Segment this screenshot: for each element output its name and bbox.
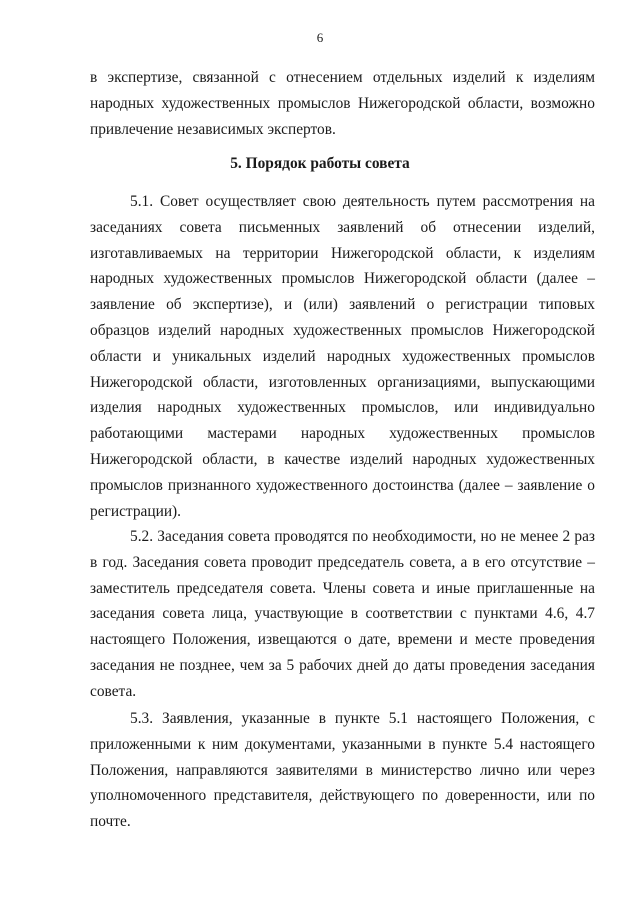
section-heading: 5. Порядок работы совета xyxy=(230,155,410,172)
paragraph-continuation xyxy=(90,65,595,142)
paragraph-5-3 xyxy=(90,706,595,835)
paragraph-5-1 xyxy=(90,189,595,524)
paragraph-text: 5.2. Заседания совета проводятся по необходимости, но не менее 2 раз в год. Заседания совета проводит председатель совета, а в его отсутствие – заместитель председателя совета. Члены совета и иные приглашенные на заседания совета лица, участвующие в соответствии с пунктами 4.6, 4.7 настоящего Положения, извещаются о дате, времени и месте проведения заседания не позднее, чем за 5 рабочих дней до даты проведения заседания совета. xyxy=(90,528,595,700)
paragraph-text: в экспертизе, связанной с отнесением отдельных изделий к изделиям народных художественных промыслов Нижегородской области, возможно привлечение независимых экспертов. xyxy=(90,69,595,138)
paragraph-text: 5.3. Заявления, указанные в пункте 5.1 настоящего Положения, с приложенными к ним документами, указанными в пункте 5.4 настоящего Положения, направляются заявителями в министерство лично или через уполномоченного представителя, действующего по доверенности, или по почте. xyxy=(90,710,595,831)
paragraph-5-2 xyxy=(90,524,595,705)
page-number: 6 xyxy=(316,30,324,45)
paragraph-text: 5.1. Совет осуществляет свою деятельность путем рассмотрения на заседаниях совета письменных заявлений об отнесении изделий, изготавливаемых на территории Нижегородской области, к изделиям народных художественных промыслов Нижегородской области (далее – заявление об экспертизе), и (или) заявлений о регистрации типовых образцов изделий народных художественных промыслов Нижегородской области и уникальных изделий народных художественных промыслов Нижегородской области, изготовленных организациями, выпускающими изделия народных художественных промыслов, или индивидуально работающими мастерами народных художественных промыслов Нижегородской области, в качестве изделий народных художественных промыслов признанного художественного достоинства (далее – заявление о регистрации). xyxy=(90,193,595,520)
